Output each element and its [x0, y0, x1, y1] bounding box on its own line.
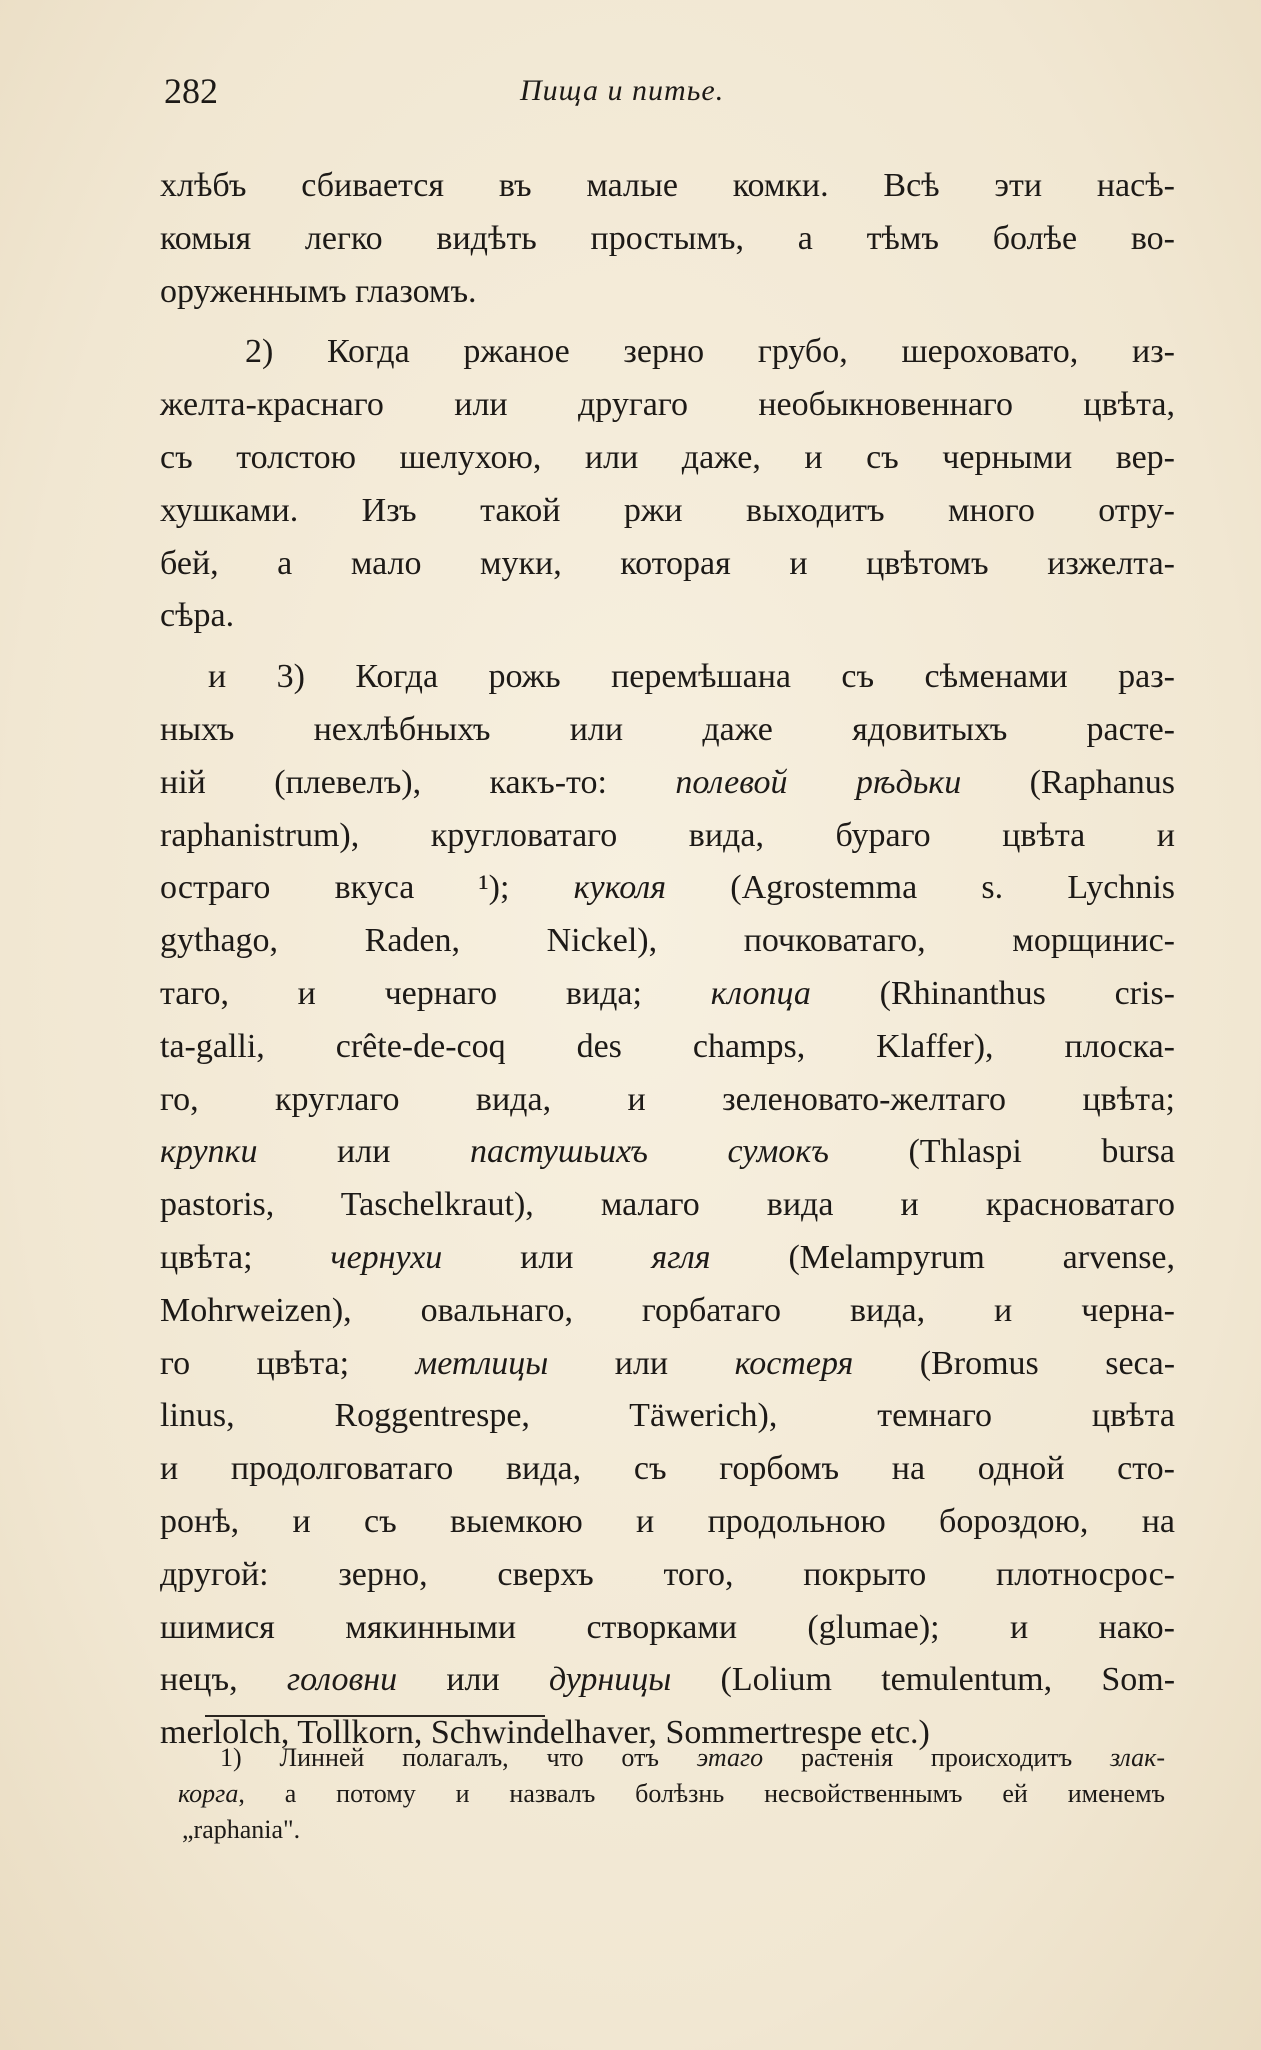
text-line: хлѣбъ сбивается въ малые комки. Всѣ эти насѣ-	[160, 167, 1175, 204]
text-line: шимися мякинными створками (glumae); и нако-	[160, 1608, 1175, 1646]
italic-term: клопца	[710, 974, 811, 1012]
text-line: merlolch, Tollkorn, Schwindelhaver, Sommertrespe etc.)	[160, 1714, 930, 1752]
text-line: съ толстою шелухою, или даже, и съ черными вер-	[160, 438, 1175, 476]
text-line: gythago, Raden, Nickel), почковатаго, морщинис-	[160, 922, 1175, 960]
text-line: другой: зерно, сверхъ того, покрыто плотносрос-	[160, 1555, 1175, 1593]
text-line: ta-galli, crête-de-coq des champs, Klaffer), плоска-	[160, 1027, 1175, 1065]
text-line: оруженнымъ глазомъ.	[160, 272, 477, 310]
body-text	[160, 160, 1175, 1760]
footnote-line: корга, а потому и назвалъ болѣзнь несвойственнымъ ей именемъ	[178, 1779, 1165, 1808]
page-number: 282	[164, 71, 218, 111]
italic-term: ягля	[651, 1238, 711, 1276]
text-line: Mohrweizen), овальнаго, горбатаго вида, и черна-	[160, 1291, 1175, 1329]
text-line: ній (плевелъ), какъ-то: полевой рѣдьки (Raphanus	[160, 763, 1176, 801]
running-head: Пища и питье.	[520, 74, 725, 107]
text-line: крупки или пастушьихъ сумокъ (Thlaspi bursa	[160, 1133, 1176, 1171]
text-line: linus, Roggentrespe, Täwerich), темнаго цвѣта	[160, 1397, 1175, 1435]
text-line: таго, и чернаго вида; клопца (Rhinanthus cris-	[160, 974, 1175, 1012]
text-line: остраго вкуса ¹); куколя (Agrostemma s. Lychnis	[160, 869, 1175, 907]
text-line: ронѣ, и съ выемкою и продольною бороздою, на	[160, 1502, 1175, 1540]
text-line: комыя легко видѣть простымъ, а тѣмъ болѣе во-	[160, 219, 1175, 257]
italic-term: этаго	[696, 1743, 764, 1772]
italic-term: корга	[178, 1779, 239, 1808]
footnote-rule	[205, 1715, 545, 1717]
italic-term: крупки	[160, 1133, 258, 1171]
text-line: pastoris, Taschelkraut), малаго вида и красноватаго	[160, 1186, 1175, 1224]
text-line: и продолговатаго вида, съ горбомъ на одной сто-	[160, 1450, 1175, 1488]
text-line: го, круглаго вида, и зеленовато-желтаго цвѣта;	[160, 1080, 1175, 1118]
italic-term: куколя	[573, 869, 667, 907]
text-line: 2) Когда ржаное зерно грубо, шероховато, из-	[245, 333, 1175, 371]
italic-term: костеря	[734, 1344, 854, 1382]
italic-term: чернухи	[330, 1238, 443, 1276]
text-line: цвѣта; чернухи или ягля (Melampyrum arvense,	[160, 1238, 1176, 1276]
text-line: ныхъ нехлѣбныхъ или даже ядовитыхъ расте-	[160, 710, 1175, 748]
italic-term: метлицы	[415, 1344, 549, 1382]
text-line: бей, а мало муки, которая и цвѣтомъ изжелта-	[160, 544, 1175, 582]
text-line: нецъ, головни или дурницы (Lolium temulentum, Som-	[160, 1661, 1176, 1699]
text-line: хушками. Изъ такой ржи выходитъ много отру-	[160, 491, 1175, 529]
italic-term: дурницы	[548, 1661, 672, 1699]
page-header	[160, 70, 1160, 130]
italic-term: пастушьихъ сумокъ	[470, 1133, 829, 1171]
text-line: го цвѣта; метлицы или костеря (Bromus seca-	[160, 1344, 1176, 1382]
italic-term: злак-	[1110, 1743, 1165, 1772]
text-line: и 3) Когда рожь перемѣшана съ сѣменами раз-	[208, 658, 1175, 696]
footnote-line: 1) Линней полагалъ, что отъ этаго растенія происходитъ злак-	[220, 1743, 1165, 1772]
footnote-line: „raphania".	[182, 1815, 301, 1844]
italic-term: головни	[286, 1661, 398, 1699]
text-line: raphanistrum), кругловатаго вида, бураго цвѣта и	[160, 816, 1175, 854]
text-line: сѣра.	[160, 597, 235, 635]
footnote	[160, 1740, 1165, 1848]
text-line: желта-краснаго или другаго необыкновеннаго цвѣта,	[160, 386, 1175, 424]
italic-term: полевой рѣдьки	[675, 763, 962, 801]
